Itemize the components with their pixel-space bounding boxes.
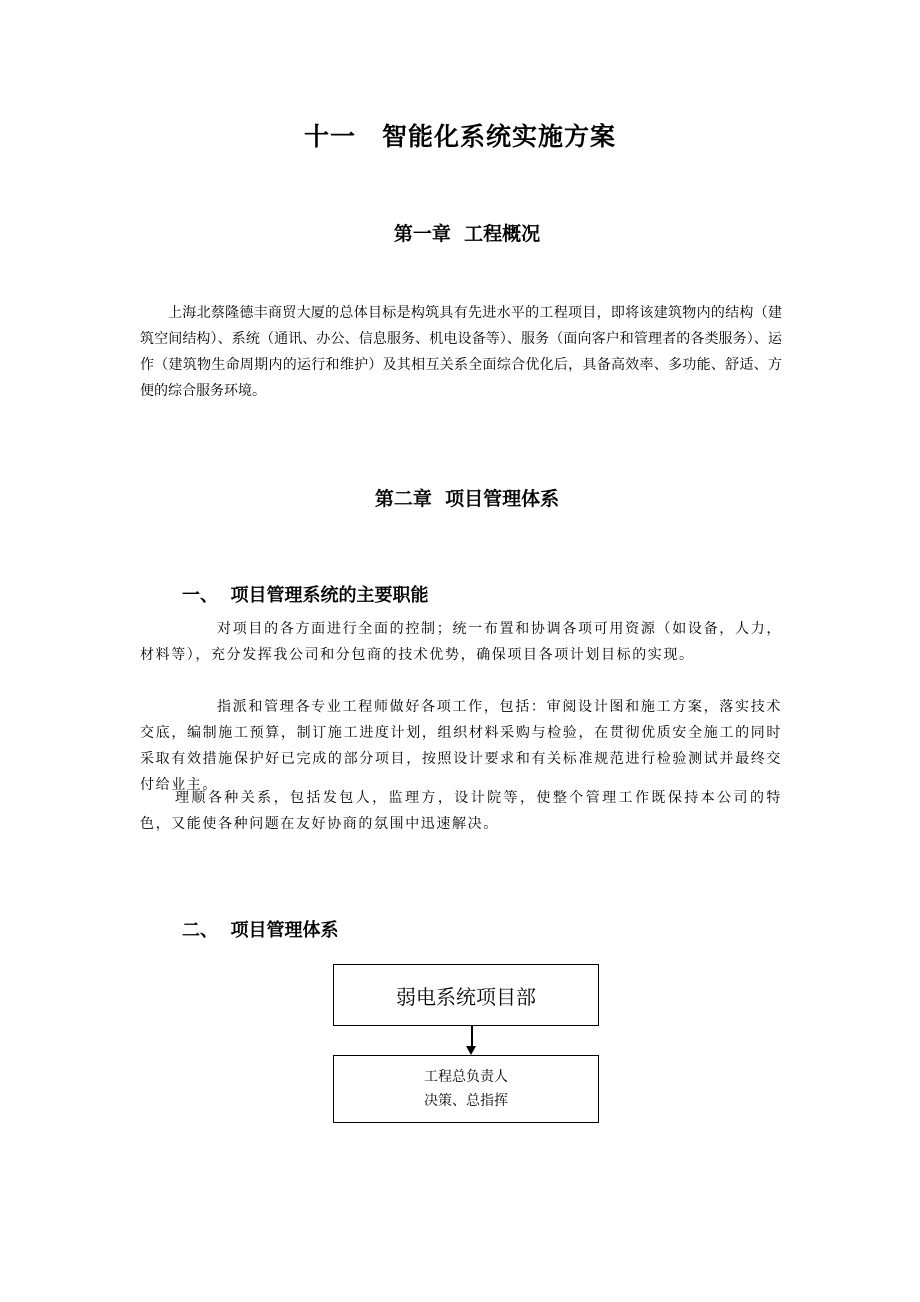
chapter1-paragraph: 上海北蔡隆德丰商贸大厦的总体目标是构筑具有先进水平的工程项目，即将该建筑物内的结构（建筑空间结构）、系统（通讯、办公、信息服务、机电设备等）、服务（面向客户和管理者的各类服务）、运作（建筑物生命周期内的运行和维护）及其相互关系全面综合优化后，具备高效率、多功能、舒适、方便的综合服务环境。 — [140, 305, 782, 399]
org-chart-chief-engineer-box — [333, 1055, 599, 1123]
org-chart-connector — [471, 1025, 473, 1047]
chief-engineer-role: 决策、总指挥 — [424, 1093, 508, 1109]
project-dept-label: 弱电系统项目部 — [396, 984, 536, 1009]
document-title: 十一 智能化系统实施方案 — [303, 122, 616, 151]
org-chart-project-dept-box — [333, 964, 599, 1026]
chapter2-heading: 第二章 项目管理体系 — [374, 488, 560, 510]
chief-engineer-label: 工程总负责人 — [424, 1069, 508, 1085]
section1-heading: 一、 项目管理系统的主要职能 — [182, 585, 429, 606]
section1-paragraph-3: 理顺各种关系，包括发包人，监理方，设计院等，使整个管理工作既保持本公司的特色，又能使各种问题在友好协商的氛围中迅速解决。 — [140, 790, 782, 832]
section1-paragraph-2: 指派和管理各专业工程师做好各项工作，包括：审阅设计图和施工方案，落实技术交底，编制施工预算，制订施工进度计划，组织材料采购与检验，在贯彻优质安全施工的同时采取有效措施保护好已完成的部分项目，按照设计要求和有关标准规范进行检验测试并最终交付给业主。 — [140, 699, 782, 793]
section1-paragraph-1: 对项目的各方面进行全面的控制；统一布置和协调各项可用资源（如设备，人力，材料等），充分发挥我公司和分包商的技术优势，确保项目各项计划目标的实现。 — [140, 621, 782, 663]
chapter1-heading: 第一章 工程概况 — [393, 223, 541, 245]
section2-heading: 二、 项目管理体系 — [182, 920, 339, 941]
arrow-down-icon — [466, 1046, 476, 1055]
